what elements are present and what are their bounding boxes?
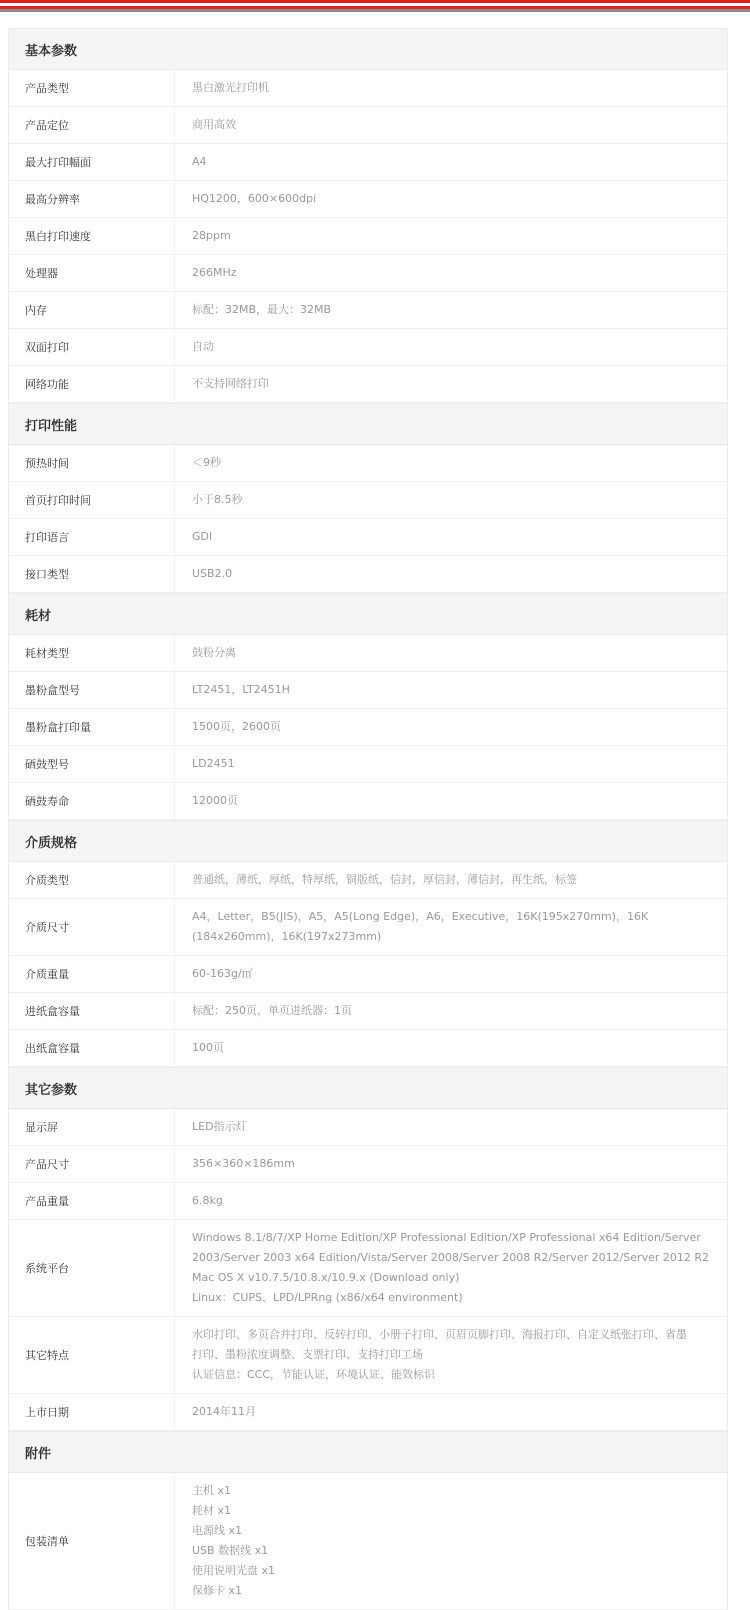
spec-row	[9, 292, 727, 329]
spec-value-line: 标配：250页，单页进纸器：1页	[192, 1004, 352, 1017]
spec-value	[175, 1394, 727, 1430]
section-header: 基本参数	[9, 28, 727, 70]
spec-value	[175, 329, 727, 365]
spec-value	[175, 218, 727, 254]
spec-value-line: 266MHz	[192, 266, 237, 279]
spec-value	[175, 1473, 727, 1609]
spec-label: 双面打印	[9, 329, 175, 365]
spec-label: 硒鼓寿命	[9, 783, 175, 819]
spec-row	[9, 181, 727, 218]
spec-value-line: USB2.0	[192, 567, 233, 580]
spec-value	[175, 292, 727, 328]
spec-value-line: 自动	[192, 340, 214, 353]
spec-value-line: A4	[192, 155, 207, 168]
spec-value-line: LT2451，LT2451H	[192, 683, 290, 696]
spec-value-line: GDI	[192, 530, 213, 543]
spec-label: 产品类型	[9, 70, 175, 106]
spec-row	[9, 709, 727, 746]
spec-value-line: 2014年11月	[192, 1405, 256, 1418]
spec-label: 进纸盒容量	[9, 993, 175, 1029]
spec-row	[9, 899, 727, 956]
spec-value-line: 水印打印、多页合并打印、反转打印、小册子打印、页眉页脚打印、海报打印、自定义纸张打印、省墨	[192, 1328, 687, 1341]
spec-label: 内存	[9, 292, 175, 328]
spec-value-line: 黑白激光打印机	[192, 81, 269, 94]
spec-row	[9, 218, 727, 255]
spec-value-line: Mac OS X v10.7.5/10.8.x/10.9.x (Download only)	[192, 1271, 460, 1284]
spec-value-line: HQ1200，600×600dpi	[192, 192, 317, 205]
section-header: 耗材	[9, 593, 727, 635]
spec-row	[9, 1473, 727, 1610]
spec-label: 最大打印幅面	[9, 144, 175, 180]
spec-value-line: 28ppm	[192, 229, 231, 242]
spec-row	[9, 366, 727, 403]
spec-label: 墨粉盒型号	[9, 672, 175, 708]
spec-row	[9, 672, 727, 709]
spec-label: 硒鼓型号	[9, 746, 175, 782]
spec-value-line: 不支持网络打印	[192, 377, 269, 390]
spec-row	[9, 445, 727, 482]
section-header: 介质规格	[9, 820, 727, 862]
spec-value-line: 商用高效	[192, 118, 236, 131]
spec-label: 耗材类型	[9, 635, 175, 671]
spec-row	[9, 783, 727, 820]
spec-value	[175, 862, 727, 898]
spec-value-line: 356×360×186mm	[192, 1157, 295, 1170]
spec-label: 墨粉盒打印量	[9, 709, 175, 745]
spec-row	[9, 993, 727, 1030]
spec-value	[175, 993, 727, 1029]
spec-value	[175, 107, 727, 143]
spec-value	[175, 181, 727, 217]
spec-label: 产品定位	[9, 107, 175, 143]
spec-value	[175, 783, 727, 819]
spec-label: 包装清单	[9, 1473, 175, 1609]
spec-label: 首页打印时间	[9, 482, 175, 518]
section-header: 打印性能	[9, 403, 727, 445]
spec-value	[175, 1030, 727, 1066]
spec-value-line: LD2451	[192, 757, 235, 770]
spec-label: 其它特点	[9, 1317, 175, 1393]
spec-row	[9, 1146, 727, 1183]
spec-value-line: Linux：CUPS、LPD/LPRng (x86/x64 environment)	[192, 1291, 463, 1304]
spec-value-line: 保修卡 x1	[192, 1584, 243, 1597]
spec-row	[9, 255, 727, 292]
spec-value-line: 6.8kg	[192, 1194, 223, 1207]
spec-row	[9, 1317, 727, 1394]
spec-label: 产品尺寸	[9, 1146, 175, 1182]
spec-value-line: 100页	[192, 1041, 224, 1054]
spec-row	[9, 1030, 727, 1067]
spec-value	[175, 899, 727, 955]
top-decorative-bar	[0, 0, 750, 14]
spec-label: 网络功能	[9, 366, 175, 402]
spec-value-line: 打印、墨粉浓度调整、支票打印、支持打印工场	[192, 1348, 423, 1361]
spec-value	[175, 746, 727, 782]
spec-value-line: 小于8.5秒	[192, 493, 243, 506]
spec-value-line: 60-163g/㎡	[192, 967, 253, 980]
spec-value-line: Windows 8.1/8/7/XP Home Edition/XP Professional Edition/XP Professional x64 Edition/Server	[192, 1231, 701, 1244]
spec-value	[175, 1183, 727, 1219]
spec-value-line: 电源线 x1	[192, 1524, 243, 1537]
spec-label: 介质类型	[9, 862, 175, 898]
spec-value	[175, 556, 727, 592]
spec-value	[175, 70, 727, 106]
spec-value	[175, 956, 727, 992]
spec-value	[175, 709, 727, 745]
spec-row	[9, 862, 727, 899]
spec-label: 上市日期	[9, 1394, 175, 1430]
spec-row	[9, 107, 727, 144]
spec-value	[175, 366, 727, 402]
spec-value-line: LED指示灯	[192, 1120, 247, 1133]
spec-value-line: 1500页，2600页	[192, 720, 281, 733]
spec-value-line: 12000页	[192, 794, 238, 807]
spec-label: 最高分辨率	[9, 181, 175, 217]
spec-value-line: 普通纸，薄纸，厚纸，特厚纸，铜版纸，信封，厚信封，薄信封，再生纸，标签	[192, 873, 577, 886]
spec-label: 出纸盒容量	[9, 1030, 175, 1066]
spec-value	[175, 255, 727, 291]
spec-value-line: 2003/Server 2003 x64 Edition/Vista/Server 2008/Server 2008 R2/Server 2012/Server 2012 R2	[192, 1251, 710, 1264]
spec-label: 产品重量	[9, 1183, 175, 1219]
spec-value-line: USB 数据线 x1	[192, 1544, 269, 1557]
spec-row	[9, 635, 727, 672]
spec-label: 预热时间	[9, 445, 175, 481]
spec-value	[175, 635, 727, 671]
spec-row	[9, 482, 727, 519]
spec-row	[9, 70, 727, 107]
spec-value	[175, 1317, 727, 1393]
spec-label: 黑白打印速度	[9, 218, 175, 254]
spec-row	[9, 746, 727, 783]
spec-value	[175, 144, 727, 180]
spec-value-line: (184x260mm)，16K(197x273mm)	[192, 930, 382, 943]
spec-row	[9, 1394, 727, 1431]
section-header: 附件	[9, 1431, 727, 1473]
spec-row	[9, 1109, 727, 1146]
spec-row	[9, 144, 727, 181]
spec-value	[175, 445, 727, 481]
spec-label: 系统平台	[9, 1220, 175, 1316]
spec-label: 打印语言	[9, 519, 175, 555]
spec-table	[8, 28, 728, 1610]
spec-value	[175, 1220, 727, 1316]
spec-value-line: 鼓粉分离	[192, 646, 236, 659]
spec-label: 接口类型	[9, 556, 175, 592]
spec-label: 介质重量	[9, 956, 175, 992]
spec-value	[175, 1109, 727, 1145]
spec-label: 处理器	[9, 255, 175, 291]
spec-row	[9, 519, 727, 556]
spec-label: 显示屏	[9, 1109, 175, 1145]
spec-value-line: 使用说明光盘 x1	[192, 1564, 276, 1577]
spec-row	[9, 956, 727, 993]
spec-value-line: 耗材 x1	[192, 1504, 232, 1517]
spec-value	[175, 519, 727, 555]
spec-value-line: 主机 x1	[192, 1484, 232, 1497]
spec-row	[9, 556, 727, 593]
spec-value	[175, 1146, 727, 1182]
spec-value	[175, 672, 727, 708]
section-header: 其它参数	[9, 1067, 727, 1109]
top-gray-stripe	[0, 9, 750, 12]
spec-value	[175, 482, 727, 518]
spec-value-line: A4，Letter，B5(JIS)，A5，A5(Long Edge)，A6，Executive，16K(195x270mm)，16K	[192, 910, 649, 923]
spec-row	[9, 1183, 727, 1220]
spec-value-line: 标配：32MB，最大：32MB	[192, 303, 332, 316]
spec-value-line: ＜9秒	[192, 456, 221, 469]
spec-row	[9, 1220, 727, 1317]
spec-label: 介质尺寸	[9, 899, 175, 955]
spec-row	[9, 329, 727, 366]
spec-value-line: 认证信息：CCC，节能认证，环境认证、能效标识	[192, 1368, 436, 1381]
